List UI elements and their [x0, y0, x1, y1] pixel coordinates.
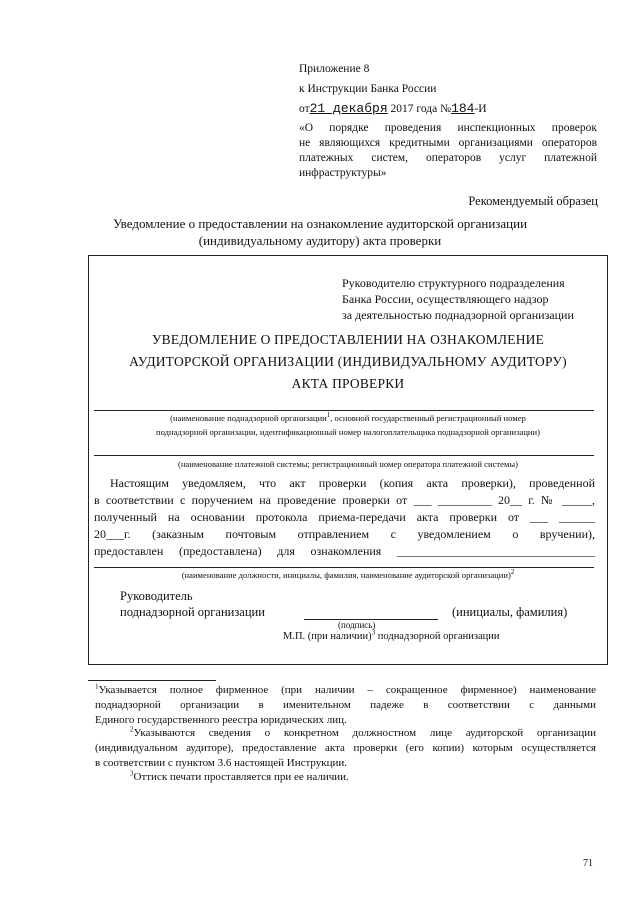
footnote-ref-2: 2 — [510, 568, 515, 577]
instruction-title-line-1: «О порядке проведения инспекционных проверок — [299, 122, 597, 134]
initials-label: (инициалы, фамилия) — [452, 605, 568, 619]
footnote-ref-3: 3 — [371, 628, 376, 637]
form-title-line-3: АКТА ПРОВЕРКИ — [291, 376, 405, 391]
number-suffix: -И — [474, 103, 487, 115]
org-name-hint-line-1: (наименование поднадзорной организации$^1$, основной государственный регистрационный номер — [170, 411, 526, 423]
instruction-title-line-4: инфраструктуры» — [299, 167, 387, 179]
signature-hint: (подпись) — [338, 620, 376, 630]
instruction-label: к Инструкции Банка России — [299, 83, 437, 95]
body-line-1: Настоящим уведомляем, что акт проверки (копия акта проверки), проведенной — [110, 476, 595, 490]
page-number: 71 — [583, 858, 593, 869]
payment-system-hint: (наименование платежной системы; регистрационный номер оператора платежной системы) — [177, 459, 519, 469]
body-line-2: в соответствии с поручением на проведение проверки от ___ _________ 20__ г. № _____, — [94, 493, 595, 507]
payment-system-field-line — [94, 455, 594, 456]
addressee-line-1: Руководителю структурного подразделения — [342, 276, 565, 290]
handwritten-number: 184 — [451, 101, 475, 116]
footnote-1-line-1: $^1$Указывается полное фирменное (при наличии – сокращенное фирменное) наименование — [95, 682, 596, 696]
instruction-date-line — [299, 101, 487, 116]
instruction-title-line-3: платежных систем, операторов услуг платежной — [299, 152, 597, 164]
appendix-label: Приложение 8 — [299, 63, 370, 75]
number-prefix: № — [440, 103, 452, 115]
footnote-2-line-3: в соответствии с пунктом 3.6 настоящей Инструкции. — [95, 757, 348, 769]
auditor-hint: (наименование должности, инициалы, фамилия, наименование аудиторской организации)$^2$ — [181, 568, 515, 580]
addressee-line-3: за деятельностью поднадзорной организации — [342, 308, 574, 322]
form-title-line-1: УВЕДОМЛЕНИЕ О ПРЕДОСТАВЛЕНИИ НА ОЗНАКОМЛЕНИЕ — [151, 332, 545, 347]
auditor-field-line — [94, 567, 594, 568]
handwritten-date: 21 декабря — [309, 101, 388, 116]
body-line-3: полученный на основании протокола приема-передачи акта проверки от ___ ______ — [94, 510, 595, 524]
footnote-1-mark: 1 — [95, 682, 99, 691]
organization-label: поднадзорной организации — [120, 605, 265, 619]
recommended-sample-label: Рекомендуемый образец — [468, 194, 598, 208]
year-text: 2017 года — [390, 103, 438, 115]
instruction-title-line-2: не являющихся кредитными организациями операторов — [299, 137, 597, 149]
footnote-2-mark: 2 — [130, 725, 134, 734]
footnote-3-mark: 3 — [130, 769, 134, 778]
body-line-4: 20___г. (заказным почтовым отправлением с уведомлением о вручении), — [94, 527, 595, 541]
stamp-label: М.П. (при наличии)$^3$ поднадзорной организации — [283, 628, 500, 642]
footnote-2-line-2: (индивидуальном аудиторе), предоставление акта проверки (его копии) которым осуществляется — [95, 742, 596, 754]
footnote-2-line-1: $^2$Указываются сведения о конкретном должностном лице аудиторской организации — [130, 725, 596, 739]
org-name-hint-line-2: поднадзорной организации, идентификационный номер налогоплательщика поднадзорной организации) — [156, 427, 540, 437]
footnote-1-line-2: поднадзорной организации в именительном падеже в соответствии с данными — [95, 699, 596, 711]
document-title-line-1: Уведомление о предоставлении на ознакомление аудиторской организации — [112, 216, 528, 231]
head-label: Руководитель — [120, 589, 193, 603]
document-title-line-2: (индивидуальному аудитору) акта проверки — [198, 233, 442, 248]
addressee-line-2: Банка России, осуществляющего надзор — [342, 292, 549, 306]
footnote-3: $^3$Оттиск печати проставляется при ее наличии. — [130, 769, 349, 783]
footnote-ref-1: 1 — [326, 411, 331, 420]
footnote-separator — [88, 680, 216, 681]
form-title-line-2: АУДИТОРСКОЙ ОРГАНИЗАЦИИ (ИНДИВИДУАЛЬНОМУ АУДИТОРУ) — [129, 354, 567, 369]
org-name-field-line — [94, 410, 594, 411]
footnote-1-line-3: Единого государственного реестра юридических лиц. — [95, 714, 347, 726]
from-prefix: от — [299, 103, 310, 115]
body-line-5: предоставлен (предоставлена) для ознакомления _________________________________ — [94, 544, 595, 558]
